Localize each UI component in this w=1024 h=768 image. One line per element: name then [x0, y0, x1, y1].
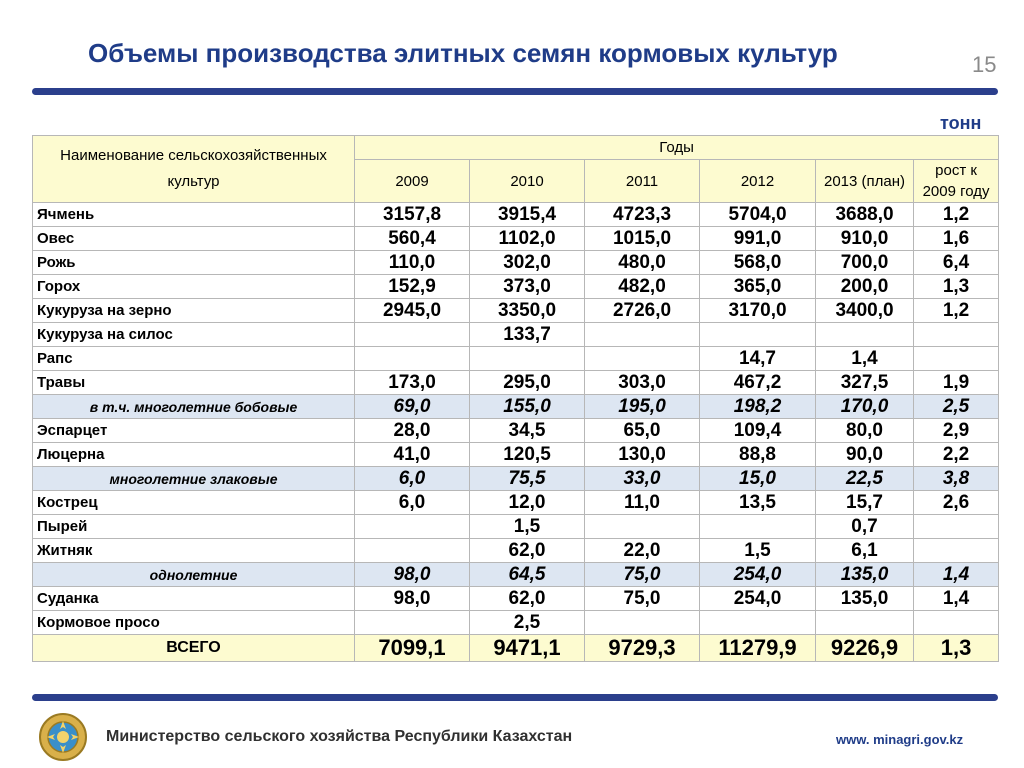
growth-cell: 2,6	[914, 491, 999, 515]
header-year: 2012	[700, 160, 816, 203]
value-cell: 2945,0	[355, 299, 470, 323]
crop-name-cell: Рожь	[33, 251, 355, 275]
crop-name-cell: Рапс	[33, 347, 355, 371]
table-row	[33, 419, 999, 443]
crop-name-cell: в т.ч. многолетние бобовые	[33, 395, 355, 419]
growth-cell: 1,4	[914, 587, 999, 611]
value-cell: 295,0	[470, 371, 585, 395]
growth-cell: 2,2	[914, 443, 999, 467]
value-cell: 5704,0	[700, 203, 816, 227]
growth-cell: 1,2	[914, 203, 999, 227]
header-year: 2010	[470, 160, 585, 203]
value-cell: 109,4	[700, 419, 816, 443]
value-cell: 1,5	[700, 539, 816, 563]
value-cell: 155,0	[470, 395, 585, 419]
crop-name-cell: Суданка	[33, 587, 355, 611]
value-cell: 568,0	[700, 251, 816, 275]
value-cell: 34,5	[470, 419, 585, 443]
table-row	[33, 203, 999, 227]
header-year: 2013 (план)	[816, 160, 914, 203]
value-cell: 28,0	[355, 419, 470, 443]
value-cell: 3400,0	[816, 299, 914, 323]
growth-cell	[914, 323, 999, 347]
crop-name-cell: Пырей	[33, 515, 355, 539]
value-cell: 1102,0	[470, 227, 585, 251]
value-cell: 133,7	[470, 323, 585, 347]
growth-cell: 3,8	[914, 467, 999, 491]
slide-number: 15	[972, 52, 997, 77]
total-row	[33, 635, 999, 662]
value-cell	[816, 611, 914, 635]
value-cell: 6,0	[355, 467, 470, 491]
crop-name-cell: многолетние злаковые	[33, 467, 355, 491]
value-cell: 3350,0	[470, 299, 585, 323]
table-row	[33, 587, 999, 611]
value-cell: 254,0	[700, 587, 816, 611]
table-row	[33, 371, 999, 395]
value-cell: 2,5	[470, 611, 585, 635]
value-cell	[700, 323, 816, 347]
growth-cell: 1,2	[914, 299, 999, 323]
table-row	[33, 443, 999, 467]
table-row	[33, 323, 999, 347]
value-cell: 120,5	[470, 443, 585, 467]
value-cell	[355, 515, 470, 539]
footer-organization: Министерство сельского хозяйства Республики Казахстан	[106, 728, 573, 745]
value-cell: 62,0	[470, 539, 585, 563]
crop-name-cell: Травы	[33, 371, 355, 395]
value-cell: 62,0	[470, 587, 585, 611]
value-cell	[585, 611, 700, 635]
value-cell: 327,5	[816, 371, 914, 395]
value-cell: 88,8	[700, 443, 816, 467]
growth-cell: 1,3	[914, 275, 999, 299]
value-cell	[585, 515, 700, 539]
growth-cell: 2,5	[914, 395, 999, 419]
crop-name-cell: Люцерна	[33, 443, 355, 467]
growth-cell	[914, 347, 999, 371]
growth-cell	[914, 515, 999, 539]
value-cell	[585, 347, 700, 371]
table-row	[33, 227, 999, 251]
value-cell: 135,0	[816, 563, 914, 587]
value-cell: 1,5	[470, 515, 585, 539]
table-row	[33, 299, 999, 323]
crop-name-cell: Эспарцет	[33, 419, 355, 443]
value-cell	[470, 347, 585, 371]
value-cell: 75,5	[470, 467, 585, 491]
value-cell: 15,7	[816, 491, 914, 515]
value-cell: 3915,4	[470, 203, 585, 227]
subtotal-row	[33, 563, 999, 587]
table-row	[33, 275, 999, 299]
value-cell: 170,0	[816, 395, 914, 419]
value-cell: 13,5	[700, 491, 816, 515]
value-cell: 910,0	[816, 227, 914, 251]
value-cell: 2726,0	[585, 299, 700, 323]
seed-production-table	[32, 135, 999, 662]
value-cell: 7099,1	[355, 635, 470, 662]
value-cell: 3170,0	[700, 299, 816, 323]
value-cell: 467,2	[700, 371, 816, 395]
table-row	[33, 539, 999, 563]
value-cell: 12,0	[470, 491, 585, 515]
unit-label: тонн	[940, 113, 982, 133]
value-cell: 22,0	[585, 539, 700, 563]
table-row	[33, 347, 999, 371]
value-cell: 11,0	[585, 491, 700, 515]
crop-name-cell: ВСЕГО	[33, 635, 355, 662]
value-cell: 98,0	[355, 563, 470, 587]
value-cell: 173,0	[355, 371, 470, 395]
value-cell: 198,2	[700, 395, 816, 419]
value-cell: 3688,0	[816, 203, 914, 227]
table-row	[33, 515, 999, 539]
value-cell: 14,7	[700, 347, 816, 371]
table-body	[33, 203, 999, 662]
subtotal-row	[33, 467, 999, 491]
crop-name-cell: Овес	[33, 227, 355, 251]
header-growth: рост к 2009 году	[914, 160, 999, 203]
crop-name-cell: Кормовое просо	[33, 611, 355, 635]
value-cell: 9729,3	[585, 635, 700, 662]
value-cell: 65,0	[585, 419, 700, 443]
value-cell	[585, 323, 700, 347]
value-cell: 480,0	[585, 251, 700, 275]
value-cell: 1015,0	[585, 227, 700, 251]
footer-website-link[interactable]: www. minagri.gov.kz	[836, 732, 964, 747]
value-cell: 64,5	[470, 563, 585, 587]
header-year: 2011	[585, 160, 700, 203]
value-cell: 373,0	[470, 275, 585, 299]
growth-cell: 2,9	[914, 419, 999, 443]
growth-cell	[914, 611, 999, 635]
top-divider	[32, 88, 998, 95]
value-cell: 98,0	[355, 587, 470, 611]
value-cell	[816, 323, 914, 347]
value-cell	[355, 611, 470, 635]
value-cell: 80,0	[816, 419, 914, 443]
table-row	[33, 251, 999, 275]
header-years-group: Годы	[355, 136, 999, 160]
value-cell: 700,0	[816, 251, 914, 275]
crop-name-cell: Ячмень	[33, 203, 355, 227]
value-cell: 302,0	[470, 251, 585, 275]
value-cell: 6,1	[816, 539, 914, 563]
value-cell: 9226,9	[816, 635, 914, 662]
value-cell: 560,4	[355, 227, 470, 251]
crop-name-cell: Кукуруза на силос	[33, 323, 355, 347]
value-cell	[355, 323, 470, 347]
value-cell: 9471,1	[470, 635, 585, 662]
value-cell: 303,0	[585, 371, 700, 395]
value-cell: 6,0	[355, 491, 470, 515]
header-year: 2009	[355, 160, 470, 203]
value-cell: 482,0	[585, 275, 700, 299]
value-cell: 0,7	[816, 515, 914, 539]
value-cell: 22,5	[816, 467, 914, 491]
value-cell	[355, 539, 470, 563]
header-crop-name: Наименование сельскохозяйственных культур	[33, 136, 355, 203]
crop-name-cell: Горох	[33, 275, 355, 299]
emblem-icon	[38, 712, 88, 762]
value-cell: 991,0	[700, 227, 816, 251]
value-cell: 33,0	[585, 467, 700, 491]
value-cell: 69,0	[355, 395, 470, 419]
value-cell: 365,0	[700, 275, 816, 299]
value-cell: 254,0	[700, 563, 816, 587]
value-cell: 11279,9	[700, 635, 816, 662]
value-cell: 75,0	[585, 587, 700, 611]
bottom-divider	[32, 694, 998, 701]
growth-cell: 1,9	[914, 371, 999, 395]
value-cell: 4723,3	[585, 203, 700, 227]
crop-name-cell: Житняк	[33, 539, 355, 563]
table-row	[33, 611, 999, 635]
value-cell: 75,0	[585, 563, 700, 587]
value-cell: 3157,8	[355, 203, 470, 227]
growth-cell	[914, 539, 999, 563]
value-cell: 110,0	[355, 251, 470, 275]
crop-name-cell: однолетние	[33, 563, 355, 587]
value-cell: 130,0	[585, 443, 700, 467]
value-cell	[355, 347, 470, 371]
growth-cell: 1,3	[914, 635, 999, 662]
value-cell: 200,0	[816, 275, 914, 299]
value-cell: 90,0	[816, 443, 914, 467]
value-cell	[700, 611, 816, 635]
crop-name-cell: Кукуруза на зерно	[33, 299, 355, 323]
value-cell: 41,0	[355, 443, 470, 467]
value-cell: 152,9	[355, 275, 470, 299]
value-cell: 15,0	[700, 467, 816, 491]
value-cell: 195,0	[585, 395, 700, 419]
growth-cell: 1,4	[914, 563, 999, 587]
slide-title: Объемы производства элитных семян кормовых культур	[88, 38, 838, 68]
growth-cell: 6,4	[914, 251, 999, 275]
growth-cell: 1,6	[914, 227, 999, 251]
value-cell	[700, 515, 816, 539]
value-cell: 135,0	[816, 587, 914, 611]
value-cell: 1,4	[816, 347, 914, 371]
crop-name-cell: Кострец	[33, 491, 355, 515]
subtotal-row	[33, 395, 999, 419]
table-row	[33, 491, 999, 515]
